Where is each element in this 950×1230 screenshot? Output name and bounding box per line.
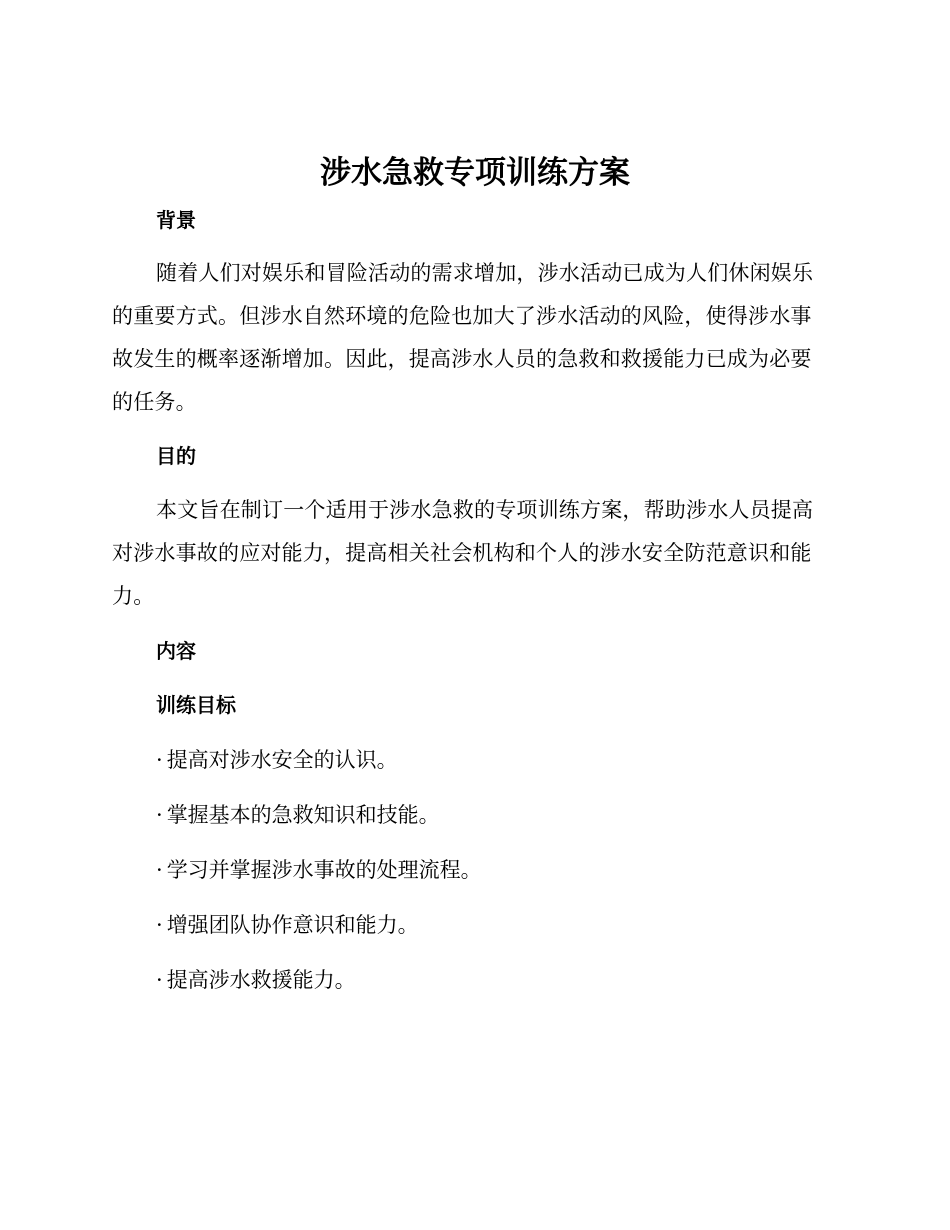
bullet-marker: ·	[156, 748, 163, 772]
section-heading-content: 内容	[156, 639, 196, 663]
list-item-text: 提高对涉水安全的认识。	[166, 748, 398, 772]
section-heading-background: 背景	[156, 208, 196, 232]
bullet-marker: ·	[156, 968, 163, 992]
list-item	[156, 910, 419, 940]
list-item	[156, 745, 398, 775]
list-item-text: 掌握基本的急救知识和技能。	[166, 803, 440, 827]
bullet-marker: ·	[156, 858, 163, 882]
list-item	[156, 965, 356, 995]
background-paragraph: 随着人们对娱乐和冒险活动的需求增加，涉水活动已成为人们休闲娱乐的重要方式。但涉水自然环境的危险也加大了涉水活动的风险，使得涉水事故发生的概率逐渐增加。因此，提高涉水人员的急救和救援能力已成为必要的任务。	[112, 261, 814, 414]
list-item-text: 学习并掌握涉水事故的处理流程。	[166, 858, 482, 882]
section-heading-purpose: 目的	[156, 444, 196, 468]
purpose-paragraph: 本文旨在制订一个适用于涉水急救的专项训练方案，帮助涉水人员提高对涉水事故的应对能力，提高相关社会机构和个人的涉水安全防范意识和能力。	[112, 498, 814, 608]
list-item-text: 增强团队协作意识和能力。	[166, 913, 419, 937]
document-title: 涉水急救专项训练方案	[320, 155, 630, 191]
list-item	[156, 855, 482, 885]
bullet-marker: ·	[156, 913, 163, 937]
list-item-text: 提高涉水救援能力。	[166, 968, 356, 992]
subheading-training-goals: 训练目标	[156, 693, 236, 717]
list-item	[156, 800, 440, 830]
bullet-marker: ·	[156, 803, 163, 827]
